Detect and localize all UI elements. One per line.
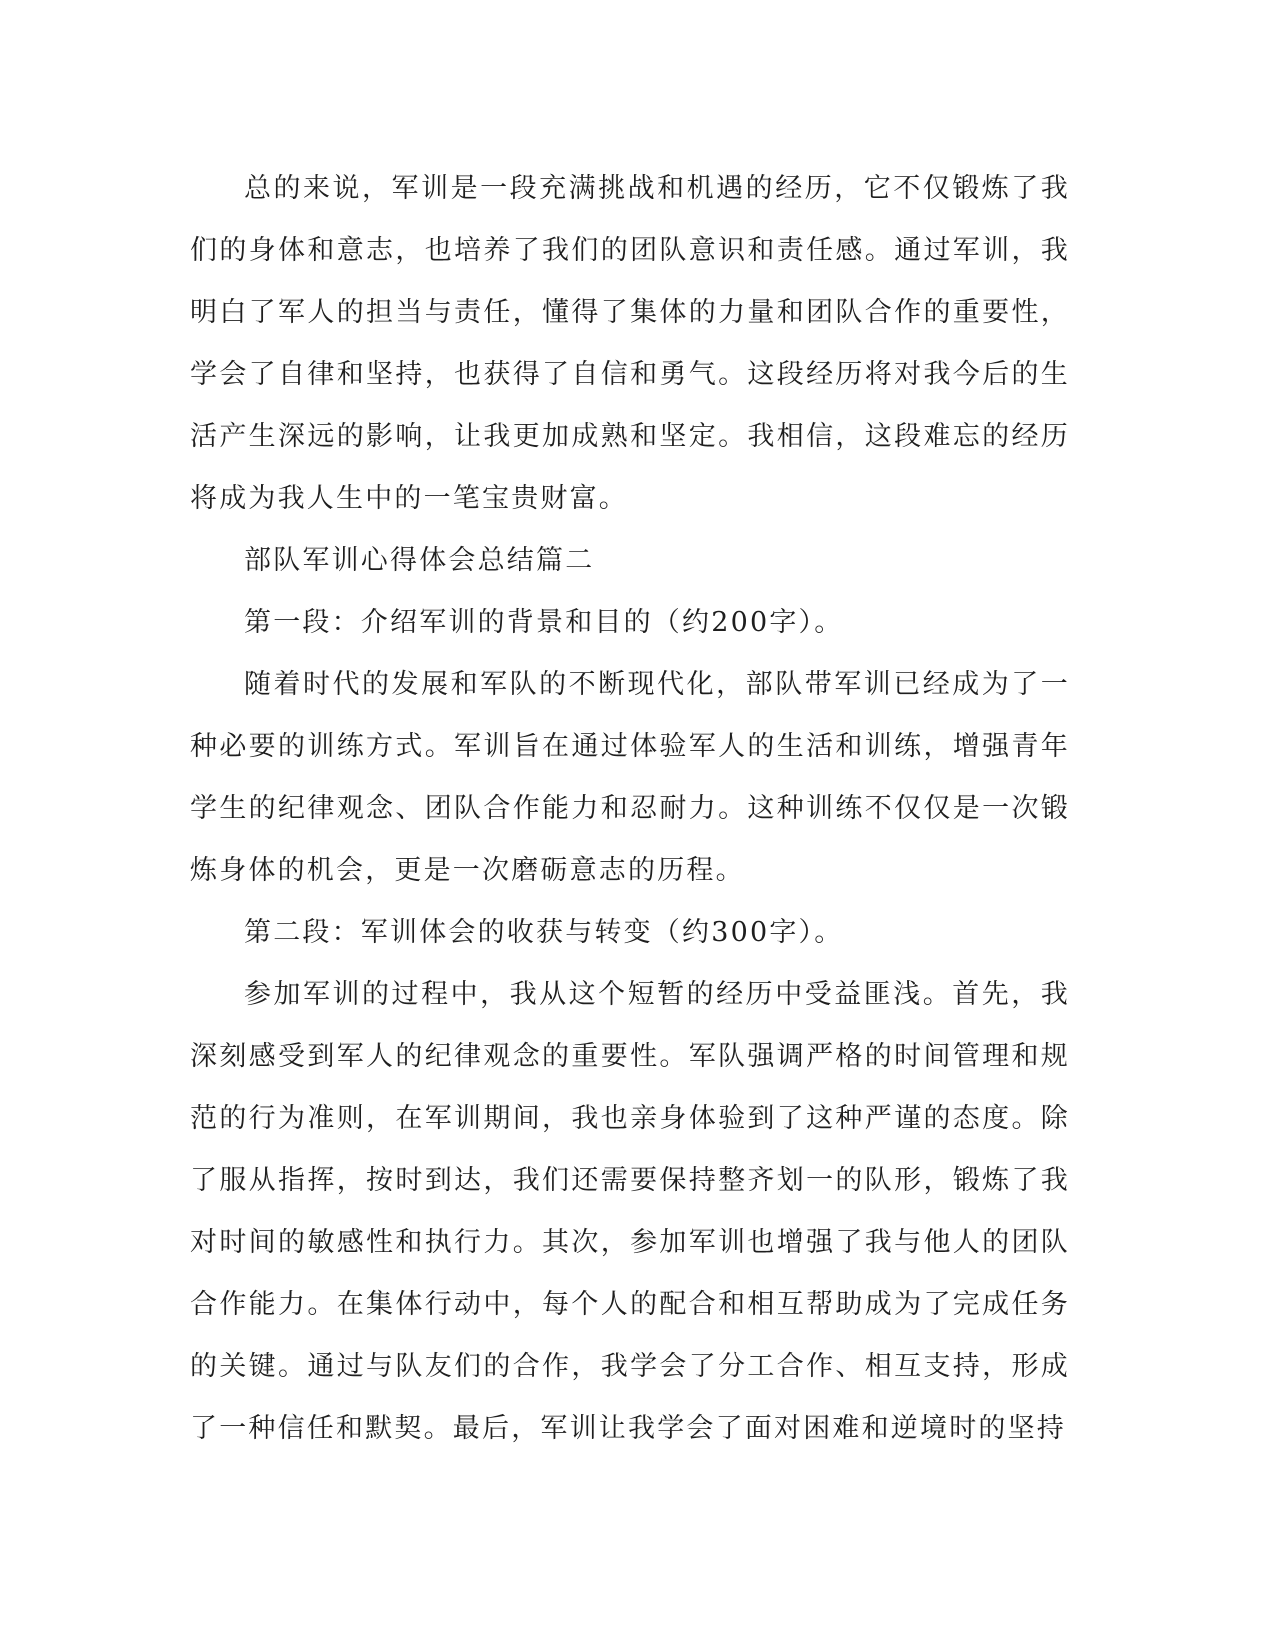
section-1-heading: 第一段：介绍军训的背景和目的（约200字）。 — [244, 607, 844, 638]
article-title: 部队军训心得体会总结篇二 — [244, 545, 595, 576]
section-2-body: 参加军训的过程中，我从这个短暂的经历中受益匪浅。首先，我深刻感受到军人的纪律观念的重要性。军队强调严格的时间管理和规范的行为准则，在军训期间，我也亲身体验到了这种严谨的态度。除了服从指挥，按时到达，我们还需要保持整齐划一的队形，锻炼了我对时间的敏感性和执行力。其次，参加军训也增强了我与他人的团队合作能力。在集体行动中，每个人的配合和相互帮助成为了完成任务的关键。通过与队友们的合作，我学会了分工合作、相互支持，形成了一种信任和默契。最后，军训让我学会了面对困难和逆境时的坚持 — [190, 979, 1070, 1444]
paragraph-summary: 总的来说，军训是一段充满挑战和机遇的经历，它不仅锻炼了我们的身体和意志，也培养了我们的团队意识和责任感。通过军训，我明白了军人的担当与责任，懂得了集体的力量和团队合作的重要性，学会了自律和坚持，也获得了自信和勇气。这段经历将对我今后的生活产生深远的影响，让我更加成熟和坚定。我相信，这段难忘的经历将成为我人生中的一笔宝贵财富。 — [190, 173, 1070, 514]
section-1-body: 随着时代的发展和军队的不断现代化，部队带军训已经成为了一种必要的训练方式。军训旨在通过体验军人的生活和训练，增强青年学生的纪律观念、团队合作能力和忍耐力。这种训练不仅仅是一次锻炼身体的机会，更是一次磨砺意志的历程。 — [190, 669, 1070, 886]
document-body — [190, 158, 1070, 1460]
section-2-heading: 第二段：军训体会的收获与转变（约300字）。 — [244, 917, 844, 948]
